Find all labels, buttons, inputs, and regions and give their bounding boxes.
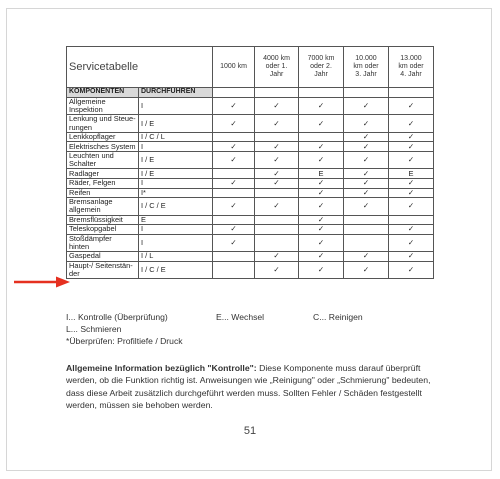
check-mark-icon: ✓ xyxy=(213,152,255,169)
component-name: Gaspedal xyxy=(69,251,101,261)
check-mark-icon: ✓ xyxy=(255,98,299,115)
check-mark-icon: ✓ xyxy=(299,152,344,169)
exchange-mark: E xyxy=(389,169,434,179)
check-mark-icon: ✓ xyxy=(213,198,255,215)
interval-header-line: oder 2. xyxy=(310,62,332,70)
table-row xyxy=(67,152,434,169)
column-header-row xyxy=(67,88,434,98)
check-mark-icon: ✓ xyxy=(255,115,299,132)
check-mark-icon: ✓ xyxy=(389,234,434,251)
check-mark-icon: ✓ xyxy=(255,152,299,169)
component-cell xyxy=(67,215,139,225)
empty-cell xyxy=(213,132,255,142)
table-title-row xyxy=(67,47,434,88)
check-mark-icon: ✓ xyxy=(213,234,255,251)
check-mark-icon: ✓ xyxy=(299,225,344,235)
action-cell: I xyxy=(139,225,213,235)
table-row xyxy=(67,215,434,225)
action-cell: I / E xyxy=(139,115,213,132)
check-mark-icon: ✓ xyxy=(389,179,434,189)
check-mark-icon: ✓ xyxy=(344,132,389,142)
check-mark-icon: ✓ xyxy=(344,188,389,198)
component-name: Lenkung und Steue- xyxy=(69,114,136,124)
component-cell xyxy=(67,261,139,278)
empty-cell xyxy=(389,215,434,225)
table-row xyxy=(67,142,434,152)
red-arrow-icon xyxy=(14,276,70,288)
empty-cell xyxy=(213,215,255,225)
table-row xyxy=(67,179,434,189)
arrow-head xyxy=(56,277,70,288)
check-mark-icon: ✓ xyxy=(389,198,434,215)
check-mark-icon: ✓ xyxy=(299,115,344,132)
check-mark-icon: ✓ xyxy=(255,261,299,278)
info-title: Allgemeine Information bezüglich "Kontrolle": xyxy=(66,363,257,373)
interval-header-line: Jahr xyxy=(269,71,284,79)
check-mark-icon: ✓ xyxy=(213,179,255,189)
interval-header-3 xyxy=(299,47,344,88)
check-mark-icon: ✓ xyxy=(299,179,344,189)
table-row xyxy=(67,132,434,142)
page-number: 51 xyxy=(243,425,257,437)
empty-cell xyxy=(213,261,255,278)
check-mark-icon: ✓ xyxy=(344,198,389,215)
check-mark-icon: ✓ xyxy=(213,225,255,235)
table-row xyxy=(67,252,434,262)
info-text xyxy=(66,362,446,411)
table-row xyxy=(67,188,434,198)
component-name: Haupt-/ Seitenstän- xyxy=(69,261,133,270)
exchange-mark: E xyxy=(299,169,344,179)
interval-header-line: km oder xyxy=(398,62,424,70)
check-mark-icon: ✓ xyxy=(344,179,389,189)
check-mark-icon: ✓ xyxy=(389,142,434,152)
check-mark-icon: ✓ xyxy=(299,215,344,225)
check-mark-icon: ✓ xyxy=(389,252,434,262)
action-cell: I / E xyxy=(139,169,213,179)
component-cell xyxy=(67,132,139,142)
component-name: Elektrisches System xyxy=(69,141,136,151)
check-mark-icon: ✓ xyxy=(344,142,389,152)
check-mark-icon: ✓ xyxy=(299,198,344,215)
component-name: Reifen xyxy=(69,188,91,197)
check-mark-icon: ✓ xyxy=(344,98,389,115)
table-row xyxy=(67,261,434,278)
action-cell: I / C / L xyxy=(139,132,213,142)
component-cell xyxy=(67,225,139,235)
empty-cell xyxy=(213,252,255,262)
check-mark-icon: ✓ xyxy=(299,98,344,115)
component-name: Teleskopgabel xyxy=(69,224,117,234)
interval-header-line: 10.000 xyxy=(355,54,377,62)
legend-inspection: I... Kontrolle (Überprüfung) xyxy=(66,312,168,322)
check-mark-icon: ✓ xyxy=(389,132,434,142)
component-name: Lenkkopflager xyxy=(69,132,116,141)
empty-cell xyxy=(299,132,344,142)
component-cell xyxy=(67,198,139,215)
table-row xyxy=(67,225,434,235)
interval-header-1 xyxy=(213,47,255,88)
empty-cell xyxy=(344,234,389,251)
action-cell: I / L xyxy=(139,252,213,262)
check-mark-icon: ✓ xyxy=(255,198,299,215)
check-mark-icon: ✓ xyxy=(389,98,434,115)
component-cell xyxy=(67,169,139,179)
check-mark-icon: ✓ xyxy=(344,169,389,179)
empty-cell xyxy=(213,188,255,198)
interval-header-2 xyxy=(255,47,299,88)
table-row xyxy=(67,98,434,115)
check-mark-icon: ✓ xyxy=(255,142,299,152)
legend-lubrication: L... Schmieren xyxy=(66,324,122,334)
component-name: Räder, Felgen xyxy=(69,178,116,188)
check-mark-icon: ✓ xyxy=(299,261,344,278)
check-mark-icon: ✓ xyxy=(299,234,344,251)
interval-header-4 xyxy=(344,47,389,88)
component-cell xyxy=(67,179,139,189)
check-mark-icon: ✓ xyxy=(255,252,299,262)
legend-row xyxy=(66,311,456,323)
component-name: der xyxy=(69,268,80,278)
check-mark-icon: ✓ xyxy=(213,142,255,152)
empty-cell xyxy=(255,188,299,198)
check-mark-icon: ✓ xyxy=(299,142,344,152)
action-cell: I xyxy=(139,179,213,189)
component-cell xyxy=(67,115,139,132)
table-title: Servicetabelle xyxy=(67,47,213,88)
interval-header-line: 4. Jahr xyxy=(400,71,422,79)
component-name: hinten xyxy=(69,241,90,251)
empty-cell xyxy=(344,215,389,225)
component-name: Inspektion xyxy=(69,105,103,115)
check-mark-icon: ✓ xyxy=(299,252,344,262)
component-cell xyxy=(67,98,139,115)
column-header-components: KOMPONENTEN xyxy=(67,88,139,98)
action-cell: I / C / E xyxy=(139,198,213,215)
check-mark-icon: ✓ xyxy=(213,115,255,132)
empty-cell xyxy=(255,225,299,235)
interval-header-line: 7000 km xyxy=(307,54,335,62)
component-cell xyxy=(67,152,139,169)
check-mark-icon: ✓ xyxy=(389,188,434,198)
interval-header-line: 13.000 xyxy=(400,54,422,62)
legend-cleaning: C... Reinigen xyxy=(313,312,363,322)
check-mark-icon: ✓ xyxy=(255,179,299,189)
action-cell: I / C / E xyxy=(139,261,213,278)
interval-header-line: km oder xyxy=(353,62,379,70)
column-header-blank xyxy=(255,88,299,98)
action-cell: E xyxy=(139,215,213,225)
action-cell: I* xyxy=(139,188,213,198)
component-name: Stoßdämpfer xyxy=(69,234,112,243)
check-mark-icon: ✓ xyxy=(389,261,434,278)
check-mark-icon: ✓ xyxy=(389,152,434,169)
component-name: Schalter xyxy=(69,159,97,169)
check-mark-icon: ✓ xyxy=(389,225,434,235)
empty-cell xyxy=(255,215,299,225)
check-mark-icon: ✓ xyxy=(344,152,389,169)
interval-header-line: 1000 km xyxy=(220,62,247,70)
column-header-blank xyxy=(344,88,389,98)
check-mark-icon: ✓ xyxy=(213,98,255,115)
table-row xyxy=(67,169,434,179)
empty-cell xyxy=(213,169,255,179)
component-cell xyxy=(67,142,139,152)
empty-cell xyxy=(255,132,299,142)
interval-header-line: 3. Jahr xyxy=(355,71,377,79)
empty-cell xyxy=(344,225,389,235)
column-header-blank xyxy=(389,88,434,98)
interval-header-line: oder 1. xyxy=(265,62,288,70)
legend-tire-note: *Überprüfen: Profiltiefe / Druck xyxy=(66,336,183,346)
interval-header-line: Jahr xyxy=(314,71,328,79)
component-name: rungen xyxy=(69,122,93,132)
component-name: Bremsflüssigkeit xyxy=(69,215,123,224)
interval-header-5 xyxy=(389,47,434,88)
check-mark-icon: ✓ xyxy=(344,115,389,132)
info-body: Diese Komponente muss darauf überprüft werden, ob die Funktion richtig ist. Anweisungen wie „Reinigung" oder „Schmierung" bedeuten, dass diese Arbeit zusätzlich durchgeführt werden muss. Sollten Fehler / Schäden festgestellt werden, müssen sie behoben werden. xyxy=(66,363,431,410)
table-row xyxy=(67,115,434,132)
table-row xyxy=(67,234,434,251)
check-mark-icon: ✓ xyxy=(344,252,389,262)
check-mark-icon: ✓ xyxy=(389,115,434,132)
service-table xyxy=(66,46,434,279)
action-cell: I xyxy=(139,98,213,115)
action-cell: I xyxy=(139,142,213,152)
component-name: Bremsanlage xyxy=(69,197,113,207)
info-paragraph xyxy=(66,362,446,411)
column-header-action: DURCHFÜHREN xyxy=(139,88,213,98)
legend-exchange: E... Wechsel xyxy=(216,312,265,322)
table-row xyxy=(67,198,434,215)
interval-header-line: 4000 km xyxy=(263,54,290,62)
component-name: allgemein xyxy=(69,205,101,215)
component-cell xyxy=(67,188,139,198)
component-name: Allgemeine xyxy=(69,97,106,106)
check-mark-icon: ✓ xyxy=(299,188,344,198)
check-mark-icon: ✓ xyxy=(255,169,299,179)
action-cell: I xyxy=(139,234,213,251)
component-cell xyxy=(67,252,139,262)
action-cell: I / E xyxy=(139,152,213,169)
component-cell xyxy=(67,234,139,251)
table-body xyxy=(67,98,434,279)
column-header-blank xyxy=(299,88,344,98)
empty-cell xyxy=(255,234,299,251)
component-name: Leuchten und xyxy=(69,151,114,160)
check-mark-icon: ✓ xyxy=(344,261,389,278)
component-name: Radlager xyxy=(69,168,99,178)
column-header-blank xyxy=(213,88,255,98)
legend xyxy=(66,311,456,347)
